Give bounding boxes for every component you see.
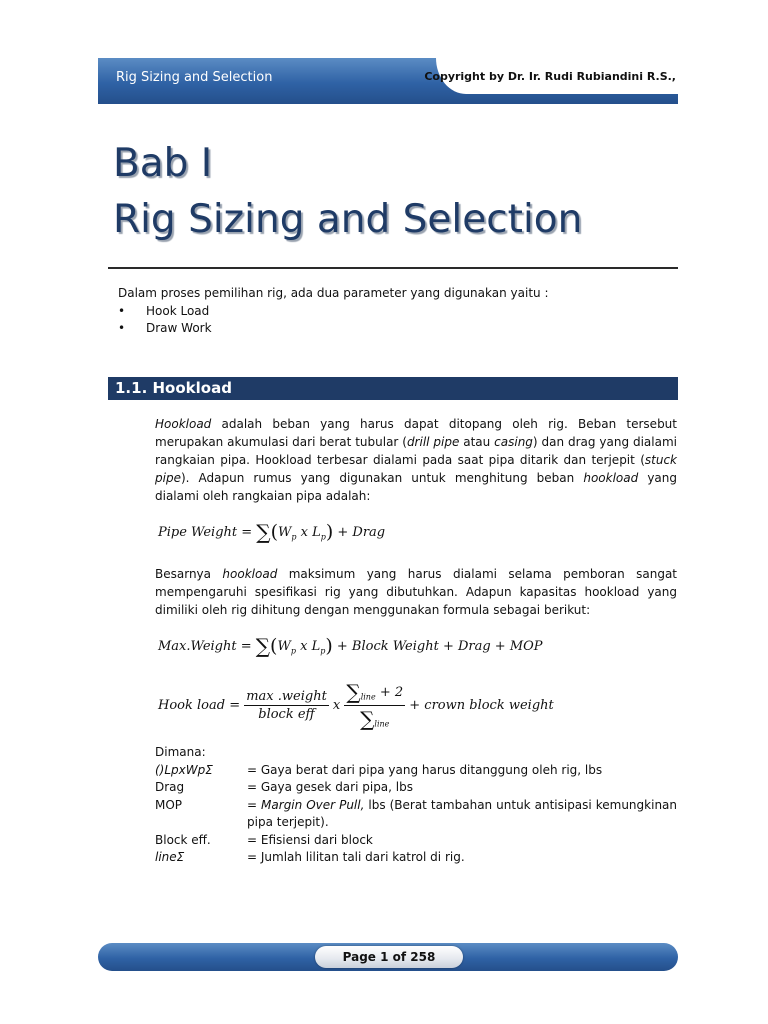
equation-hook-load (158, 680, 554, 731)
definition-row (155, 849, 677, 867)
eq-plus-two: + 2 (375, 685, 404, 700)
sum-symbol: ∑ (255, 634, 271, 658)
paren-open: ( (270, 521, 278, 543)
section-heading-bar (108, 377, 678, 400)
chapter-title: Rig Sizing and Selection (113, 197, 583, 242)
paragraph-hookload-definition (155, 415, 677, 505)
sum-symbol: ∑ (256, 520, 271, 544)
intro-text: Dalam proses pemilihan rig, ada dua parameter yang digunakan yaitu : (118, 286, 549, 300)
intro-bullet: • Hook Load (118, 303, 549, 321)
fraction-weight-over-eff (244, 689, 329, 722)
term-stuck-pipe: stuck pipe (155, 453, 677, 485)
eq-rest: + Drag (333, 525, 386, 540)
text-run: = (247, 797, 262, 812)
fraction-denominator: block eff (258, 707, 315, 722)
definition-desc: = Efisiensi dari block (247, 832, 373, 847)
paren-close: ) (325, 521, 334, 543)
fraction-denominator (344, 706, 405, 731)
intro-bullet: • Draw Work (118, 320, 549, 338)
definition-term-text: ()LpxWpΣ (155, 762, 213, 777)
definition-term (155, 762, 247, 780)
sum-symbol: ∑ (346, 680, 361, 704)
eq-var-l: x L (295, 639, 321, 654)
chapter-heading (113, 136, 582, 248)
equation-pipe-weight (158, 520, 385, 544)
term-hookload: hookload (222, 567, 278, 581)
paragraph-max-hookload (155, 565, 677, 619)
header-copyright: Copyright by Dr. Ir. Rudi Rubiandini R.S., (424, 70, 676, 83)
definitions-heading: Dimana: (155, 745, 206, 759)
text-run: Besarnya (155, 567, 223, 581)
eq-times: x (328, 698, 345, 713)
fraction-numerator: max .weight (246, 689, 327, 704)
eq-subscript: p (320, 646, 326, 656)
eq-var-w: W (277, 639, 291, 654)
eq-subscript: p (290, 646, 296, 656)
text-run: lbs (Berat tambahan untuk antisipasi kemungkinan pipa terjepit). (247, 797, 678, 829)
eq-rest: + crown block weight (405, 698, 554, 713)
page-footer (98, 943, 678, 971)
eq-lhs: Hook load = (158, 698, 245, 713)
eq-subscript: p (291, 532, 297, 542)
eq-var-w: W (277, 525, 292, 540)
eq-lhs: Max.Weight = (158, 639, 256, 654)
definition-term (155, 849, 247, 867)
text-run: yang dialami oleh rangkaian pipa adalah: (155, 471, 677, 503)
section-title: 1.1. Hookload (115, 379, 232, 397)
chapter-number: Bab I (113, 141, 213, 186)
definition-term-text: lineΣ (155, 850, 185, 864)
text-run: adalah beban yang harus dapat ditopang oleh rig. Beban tersebut merupakan akumulasi dari berat tubular ( (155, 417, 677, 449)
definition-desc: = Gaya gesek dari pipa, lbs (247, 780, 413, 794)
text-run: ) dan drag yang dialami rangkaian pipa. Hookload terbesar dialami pada saat pipa ditarik dan terjepit ( (155, 435, 677, 467)
definition-term: MOP (155, 797, 183, 812)
definitions-list (155, 744, 677, 867)
page-header (98, 58, 678, 104)
definition-desc: = Gaya berat dari pipa yang harus ditanggung oleh rig, lbs (247, 762, 603, 777)
term-hookload: hookload (583, 471, 639, 485)
definition-row (155, 779, 677, 797)
eq-rest: + Block Weight + Drag + MOP (332, 639, 543, 654)
definition-row (155, 762, 677, 780)
equation-max-weight (158, 634, 543, 658)
intro-block (118, 285, 549, 338)
fraction-numerator (344, 680, 405, 706)
text-run: ). Adapun rumus yang digunakan untuk menghitung beban (180, 471, 584, 485)
term-margin-over-pull: Margin Over Pull, (261, 797, 365, 812)
page-number: Page 1 of 258 (342, 950, 436, 964)
definition-row (155, 797, 677, 832)
definition-term: Drag (155, 780, 185, 794)
term-hookload: Hookload (155, 417, 212, 431)
eq-subscript: line (360, 692, 376, 702)
paren-close: ) (325, 635, 333, 657)
header-title: Rig Sizing and Selection (116, 70, 273, 85)
definition-row (155, 832, 677, 850)
term-drill-pipe: drill pipe (406, 435, 460, 449)
paren-open: ( (270, 635, 278, 657)
eq-lhs: Pipe Weight = (158, 525, 257, 540)
definition-desc (247, 797, 677, 832)
eq-subscript: p (320, 532, 326, 542)
term-casing: casing (494, 435, 533, 449)
eq-subscript: line (374, 719, 390, 729)
sum-symbol: ∑ (360, 707, 375, 731)
definition-term: Block eff. (155, 832, 211, 847)
eq-var-l: x L (296, 525, 321, 540)
chapter-divider (108, 267, 678, 269)
text-run: atau (459, 435, 495, 449)
fraction-lines (344, 680, 405, 731)
text-run: maksimum yang harus dialami selama pemboran sangat mempengaruhi spesifikasi rig yang dibutuhkan. Adapun kapasitas hookload yang dimiliki oleh rig dihitung dengan menggunakan formula sebagai berikut: (155, 567, 677, 617)
page-number-pill (315, 946, 463, 968)
definition-desc: = Jumlah lilitan tali dari katrol di rig. (247, 850, 465, 864)
